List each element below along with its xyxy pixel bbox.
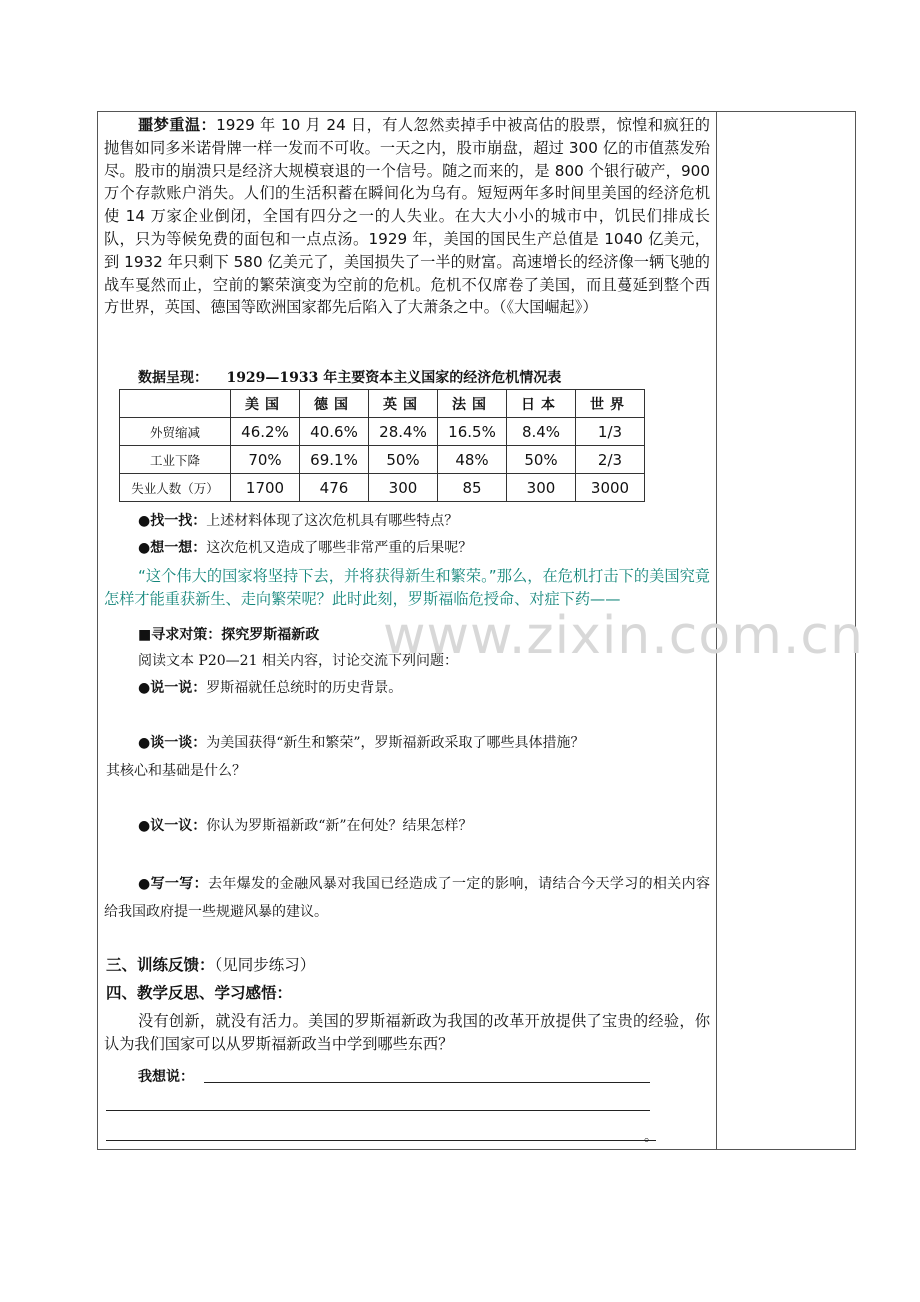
reflection-block: [104, 1010, 710, 1056]
read-instruction: 阅读文本 P20—21 相关内容，讨论交流下列问题：: [138, 653, 458, 669]
write-block: [104, 870, 710, 926]
intro-paragraph: [104, 114, 710, 319]
table-cell: 300: [507, 474, 576, 502]
talk-text: 为美国获得“新生和繁荣”，罗斯福新政采取了哪些具体措施？: [206, 735, 585, 751]
column-header: 世界: [576, 390, 645, 418]
discuss-label: ●议一议：: [138, 818, 207, 834]
think-label: ●想一想：: [138, 540, 207, 556]
table-header-row: [120, 390, 645, 418]
table-cell: 2/3: [576, 446, 645, 474]
talk-label: ●谈一谈：: [138, 735, 207, 751]
find-label: ●找一找：: [138, 513, 207, 529]
column-header: 德国: [300, 390, 369, 418]
section-3-heading: 三、训练反馈：: [106, 955, 215, 974]
data-title-line: [138, 367, 561, 387]
table-row: [120, 418, 645, 446]
section-3: [106, 953, 315, 975]
data-table-title: 1929—1933 年主要资本主义国家的经济危机情况表: [226, 370, 562, 386]
table-cell: 8.4%: [507, 418, 576, 446]
table-cell: 476: [300, 474, 369, 502]
find-question: [138, 510, 458, 530]
find-text: 上述材料体现了这次危机具有哪些特点？: [206, 513, 459, 529]
crisis-data-table: [119, 389, 645, 502]
section-4-heading: 四、教学反思、学习感悟：: [106, 983, 293, 1002]
table-cell: 85: [438, 474, 507, 502]
table-corner-cell: [120, 390, 231, 418]
say-label: ●说一说：: [138, 680, 207, 696]
table-row: [120, 446, 645, 474]
discuss-question: [138, 815, 473, 835]
table-cell: 69.1%: [300, 446, 369, 474]
end-mark: 。: [644, 1129, 658, 1145]
table-cell: 50%: [369, 446, 438, 474]
table-cell: 70%: [231, 446, 300, 474]
row-header: 工业下降: [120, 446, 231, 474]
column-header: 法国: [438, 390, 507, 418]
answer-line-1[interactable]: [204, 1082, 650, 1083]
table-cell: 46.2%: [231, 418, 300, 446]
table-cell: 1700: [231, 474, 300, 502]
reflection-text: 没有创新，就没有活力。美国的罗斯福新政为我国的改革开放提供了宝贵的经验，你认为我们国家可以从罗斯福新政当中学到哪些东西？: [104, 1012, 710, 1053]
write-text: 去年爆发的金融风暴对我国已经造成了一定的影响，请结合今天学习的相关内容给我国政府提一些规避风暴的建议。: [104, 876, 710, 920]
watermark: www.zixin.com.cn: [383, 606, 864, 666]
talk-question: [138, 732, 585, 752]
think-question: [138, 537, 472, 557]
my-thoughts-label: 我想说：: [138, 1069, 194, 1085]
seek-heading: ■寻求对策：探究罗斯福新政: [138, 627, 320, 643]
row-header: 外贸缩减: [120, 418, 231, 446]
column-header: 日本: [507, 390, 576, 418]
table-cell: 300: [369, 474, 438, 502]
table-cell: 40.6%: [300, 418, 369, 446]
intro-block: [104, 114, 710, 319]
column-header: 英国: [369, 390, 438, 418]
quote-block: [104, 565, 710, 611]
table-cell: 50%: [507, 446, 576, 474]
write-question: [104, 870, 710, 926]
discuss-text: 你认为罗斯福新政“新”在何处？结果怎样？: [206, 818, 473, 834]
data-label: 数据呈现：: [138, 370, 208, 386]
table-row: [120, 474, 645, 502]
say-question: [138, 677, 402, 697]
think-text: 这次危机又造成了哪些非常严重的后果呢？: [206, 540, 473, 556]
roosevelt-quote: “这个伟大的国家将坚持下去，并将获得新生和繁荣。”那么，在危机打击下的美国究竟怎样才能重获新生、走向繁荣呢？此时此刻，罗斯福临危授命、对症下药——: [104, 567, 710, 608]
talk-question-continued: 其核心和基础是什么？: [106, 763, 246, 779]
intro-label: 噩梦重温：: [138, 116, 217, 134]
table-cell: 3000: [576, 474, 645, 502]
section-3-note: （见同步练习）: [214, 956, 316, 974]
say-text: 罗斯福就任总统时的历史背景。: [206, 680, 403, 696]
intro-text: 1929 年 10 月 24 日，有人忽然卖掉手中被高估的股票，惊惶和疯狂的抛售如同多米诺骨牌一样一发而不可收。一天之内，股市崩盘，超过 300 亿的市值蒸发殆尽。股市的崩溃只是经济大规模衰退的一个信号。随之而来的，是 800 个银行破产，900 万个存款账户消失。人们的生活积蓄在瞬间化为乌有。短短两年多时间里美国的经济危机使 14 万家企业倒闭，全国有四分之一的人失业。在大大小小的城市中，饥民们排成长队，只为等候免费的面包和一点点汤。1929 年，美国的国民生产总值是 1040 亿美元，到 1932 年只剩下 580 亿美元了，美国损失了一半的财富。高速增长的经济像一辆飞驰的战车戛然而止，空前的繁荣演变为空前的危机。危机不仅席卷了美国，而且蔓延到整个西方世界，英国、德国等欧洲国家都先后陷入了大萧条之中。（《大国崛起》）: [104, 116, 710, 317]
table-cell: 48%: [438, 446, 507, 474]
answer-line-2[interactable]: [106, 1110, 650, 1111]
row-header: 失业人数（万）: [120, 474, 231, 502]
answer-line-3[interactable]: [106, 1140, 656, 1141]
column-header: 美国: [231, 390, 300, 418]
table-cell: 16.5%: [438, 418, 507, 446]
write-label: ●写一写：: [138, 876, 208, 892]
table-cell: 28.4%: [369, 418, 438, 446]
table-cell: 1/3: [576, 418, 645, 446]
